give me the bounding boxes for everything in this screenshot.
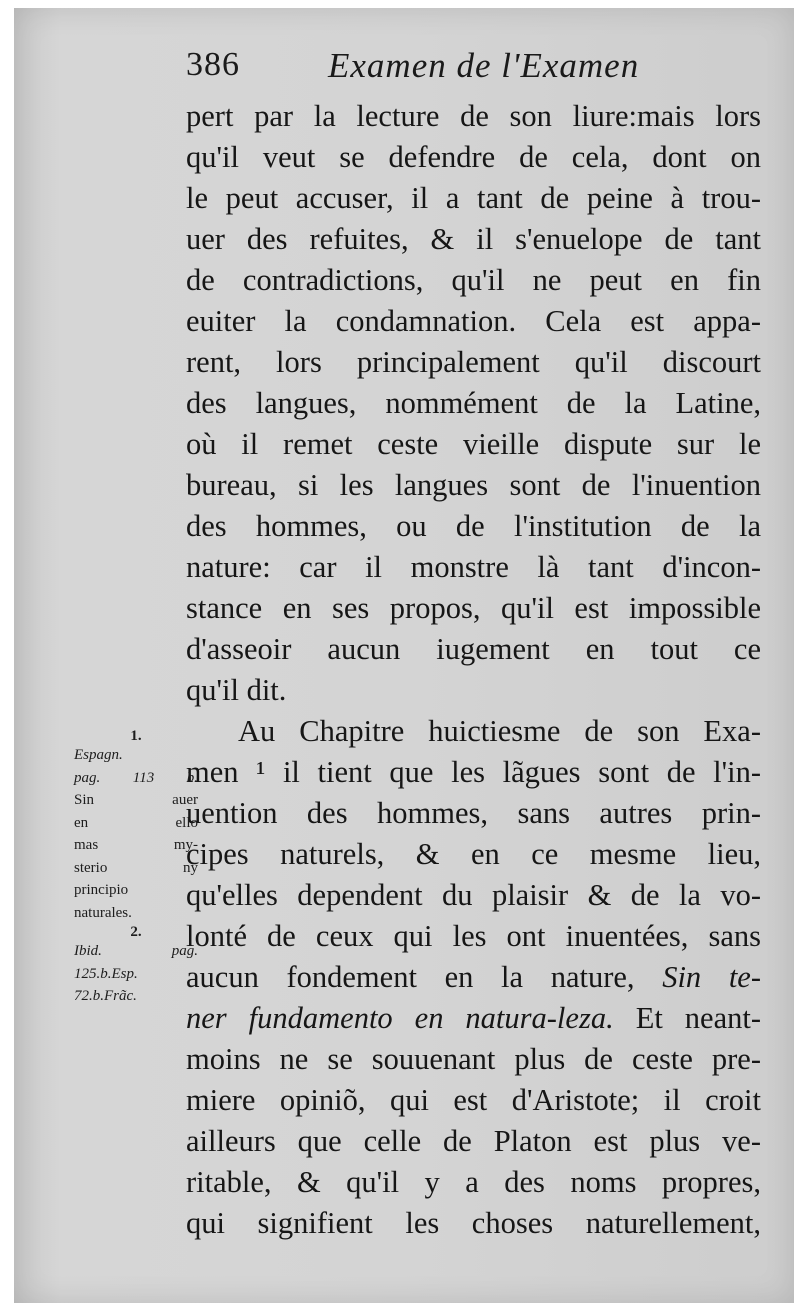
note-line: mas my- (74, 837, 198, 853)
page-number: 386 (186, 46, 240, 83)
text-segment: aucun fondement en la nature, (186, 960, 635, 994)
text-line: uer des refuites, & il s'enuelope de tant (186, 222, 761, 256)
note-line: Sin auer (74, 792, 198, 808)
text-line: lonté de ceux qui les ont inuentées, sans (186, 919, 761, 953)
note-line: sterio ny (74, 859, 198, 876)
text-line: nature: car il monstre là tant d'incon- (186, 550, 761, 584)
text-line: ritable, & qu'il y a des noms propres, (186, 1165, 761, 1199)
text-line-mixed (186, 957, 761, 998)
text-line: miere opiniõ, qui est d'Aristote; il croit (186, 1083, 761, 1117)
note-line: principio (74, 882, 129, 898)
note-number: 1. (130, 728, 142, 744)
text-line: qui signifient les choses naturellement, (186, 1206, 761, 1240)
text-line: le peut accuser, il a tant de peine à trou- (186, 181, 761, 215)
text-line: d'asseoir aucun iugement en tout ce (186, 632, 761, 666)
note-line: Espagn. (74, 747, 123, 763)
running-title: Examen de l'Examen (328, 46, 640, 85)
text-line: qu'il dit. (186, 673, 287, 707)
note-line: 125.b.Esp. (74, 965, 138, 982)
text-line: uention des hommes, sans autres prin- (186, 796, 761, 830)
text-line: rent, lors principalement qu'il discourt (186, 345, 761, 379)
text-line: men ¹ il tient que les lãgues sont de l'in- (186, 755, 761, 789)
text-line: des langues, nommément de la Latine, (186, 386, 761, 420)
note-number: 2. (130, 924, 142, 940)
text-line: de contradictions, qu'il ne peut en fin (186, 263, 761, 297)
text-line: cipes naturels, & en ce mesme lieu, (186, 837, 761, 871)
page-header (186, 42, 726, 92)
text-line: où il remet ceste vieille dispute sur le (186, 427, 761, 461)
text-line: ailleurs que celle de Platon est plus ve- (186, 1124, 761, 1158)
main-text-block (186, 96, 761, 1244)
note-line: pag. 113 b. (74, 769, 198, 786)
text-line: pert par la lecture de son liure:mais lors (186, 99, 761, 133)
text-line-mixed (186, 998, 761, 1039)
text-line: euiter la condamnation. Cela est appa- (186, 304, 761, 338)
text-line: qu'il veut se defendre de cela, dont on (186, 140, 761, 174)
text-line: Au Chapitre huictiesme de son Exa- (238, 714, 761, 748)
text-line: moins ne se souuenant plus de ceste pre- (186, 1042, 761, 1076)
text-line: stance en ses propos, qu'il est impossible (186, 591, 761, 625)
note-line: 72.b.Frãc. (74, 988, 137, 1004)
text-line: qu'elles dependent du plaisir & de la vo- (186, 878, 761, 912)
text-segment: Et neant- (635, 1001, 761, 1035)
text-line: des hommes, ou de l'institution de la (186, 509, 761, 543)
note-line: Ibid. pag. (74, 943, 198, 959)
note-line: naturales. (74, 904, 132, 921)
italic-segment: Sin te- (662, 960, 761, 994)
text-line: bureau, si les langues sont de l'inuention (186, 468, 761, 502)
italic-segment: ner fundamento en natura-leza. (186, 1001, 614, 1035)
note-line: en ello (74, 814, 198, 831)
marginal-notes (74, 728, 198, 1008)
